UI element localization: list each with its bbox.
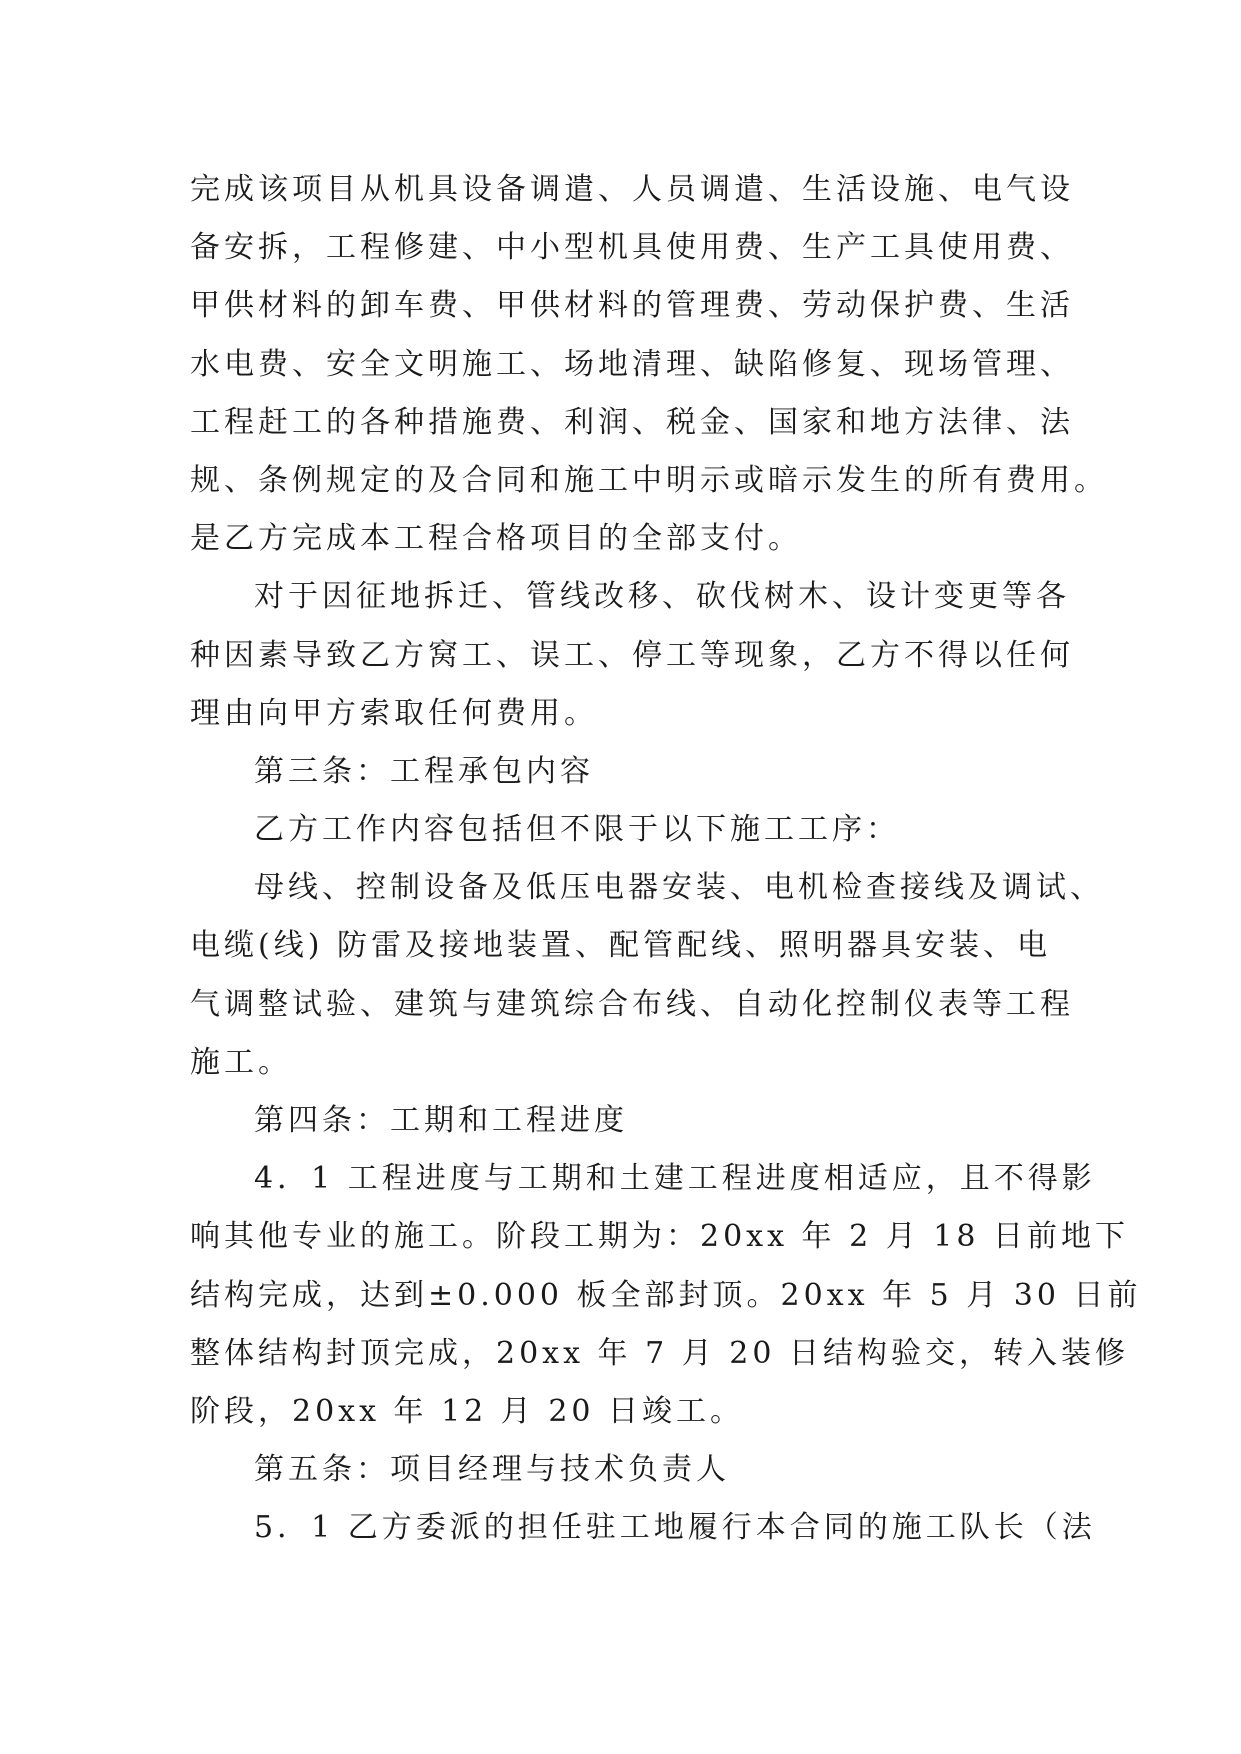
text-line: 是乙方完成本工程合格项目的全部支付。	[190, 521, 802, 557]
text-line: 甲供材料的卸车费、甲供材料的管理费、劳动保护费、生活	[190, 288, 1074, 324]
text-line: 施工。	[190, 1044, 292, 1080]
text-line: 理由向甲方索取任何费用。	[190, 695, 598, 731]
text-line: 电缆(线) 防雷及接地装置、配管配线、照明器具安装、电	[190, 928, 1051, 964]
text-line: 结构完成，达到±0.000 板全部封顶。20xx 年 5 月 30 日前	[190, 1277, 1142, 1313]
text-line: 响其他专业的施工。阶段工期为：20xx 年 2 月 18 日前地下	[190, 1219, 1129, 1255]
text-line: 完成该项目从机具设备调遣、人员调遣、生活设施、电气设	[190, 172, 1074, 207]
text-line: 整体结构封顶完成，20xx 年 7 月 20 日结构验交，转入装修	[190, 1335, 1129, 1371]
text-line: 阶段，20xx 年 12 月 20 日竣工。	[190, 1393, 745, 1429]
text-line: 乙方工作内容包括但不限于以下施工工序：	[254, 812, 900, 848]
text-line: 工程赶工的各种措施费、利润、税金、国家和地方法律、法	[190, 404, 1074, 440]
text-line: 母线、控制设备及低压电器安装、电机检查接线及调试、	[254, 870, 1104, 906]
text-line: 4．1 工程进度与工期和土建工程进度相适应，且不得影	[254, 1161, 1096, 1197]
text-line: 5．1 乙方委派的担任驻工地履行本合同的施工队长（法	[254, 1510, 1096, 1546]
text-line: 水电费、安全文明施工、场地清理、缺陷修复、现场管理、	[190, 346, 1074, 382]
text-line: 第四条：工期和工程进度	[254, 1103, 628, 1138]
text-line: 规、条例规定的及合同和施工中明示或暗示发生的所有费用。	[190, 462, 1108, 498]
text-line: 气调整试验、建筑与建筑综合布线、自动化控制仪表等工程	[190, 986, 1074, 1022]
text-line: 第五条：项目经理与技术负责人	[254, 1452, 730, 1488]
text-line: 第三条：工程承包内容	[254, 753, 594, 789]
text-line: 种因素导致乙方窝工、误工、停工等现象，乙方不得以任何	[190, 637, 1074, 673]
document-body	[190, 161, 1142, 1558]
text-line: 备安拆，工程修建、中小型机具使用费、生产工具使用费、	[190, 230, 1074, 266]
text-line: 对于因征地拆迁、管线改移、砍伐树木、设计变更等各	[254, 579, 1070, 615]
